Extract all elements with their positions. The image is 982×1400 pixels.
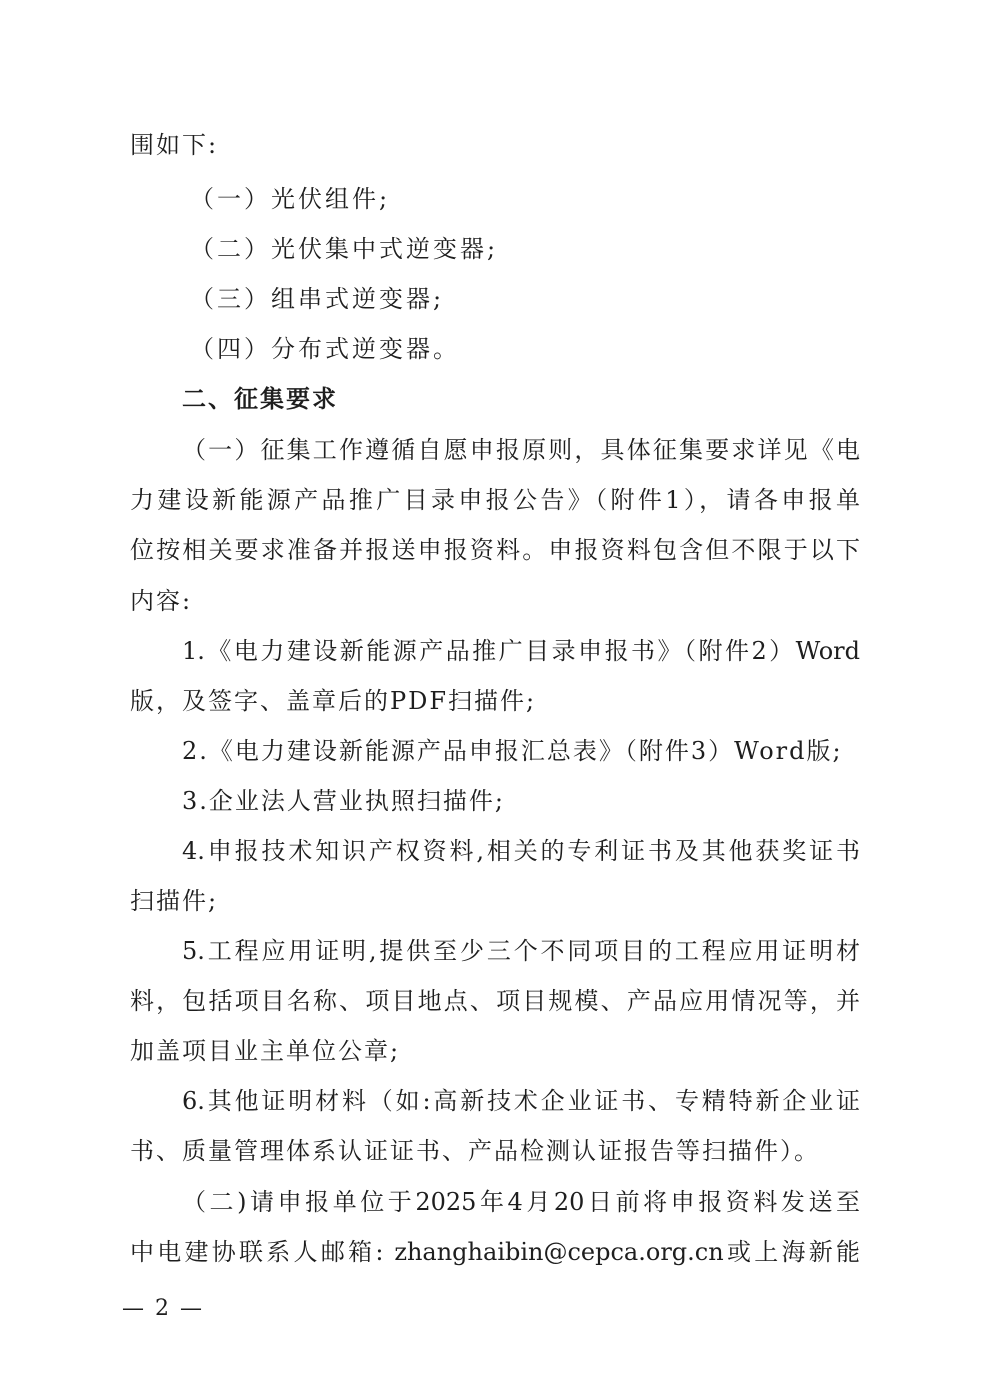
- list-item-continuation: 书、质量管理体系认证证书、产品检测认证报告等扫描件）。: [130, 1137, 820, 1165]
- list-item-continuation: 扫描件;: [130, 887, 219, 915]
- list-item-continuation: 料，包括项目名称、项目地点、项目规模、产品应用情况等，并: [130, 987, 860, 1015]
- list-item: （一）光伏组件;: [190, 185, 391, 213]
- list-item-continuation: 版，及签字、盖章后的PDF扫描件;: [130, 687, 537, 715]
- paragraph-line: 内容:: [130, 587, 193, 615]
- paragraph-line: 中电建协联系人邮箱: zhanghaibin@cepca.org.cn或上海新能: [130, 1238, 860, 1266]
- paragraph-line: （一）征集工作遵循自愿申报原则，具体征集要求详见《电: [182, 436, 860, 464]
- list-item: 1.《电力建设新能源产品推广目录申报书》（附件2）Word: [182, 637, 860, 665]
- list-item: （三）组串式逆变器;: [190, 285, 445, 313]
- paragraph-line: 围如下:: [130, 131, 219, 159]
- list-item: 6.其他证明材料（如:高新技术企业证书、专精特新企业证: [182, 1087, 860, 1115]
- list-item-continuation: 加盖项目业主单位公章;: [130, 1037, 401, 1065]
- page-number: — 2 —: [122, 1296, 204, 1321]
- section-heading: 二、征集要求: [182, 385, 338, 413]
- list-item: （四）分布式逆变器。: [190, 335, 460, 363]
- list-item: （二）光伏集中式逆变器;: [190, 235, 499, 263]
- list-item: 5.工程应用证明,提供至少三个不同项目的工程应用证明材: [182, 937, 860, 965]
- paragraph-line: 力建设新能源产品推广目录申报公告》（附件1），请各申报单: [130, 486, 860, 514]
- list-item: 2.《电力建设新能源产品申报汇总表》（附件3）Word版;: [182, 737, 843, 765]
- paragraph-line: 位按相关要求准备并报送申报资料。申报资料包含但不限于以下: [130, 536, 860, 564]
- list-item: 4.申报技术知识产权资料,相关的专利证书及其他获奖证书: [182, 837, 860, 865]
- paragraph-line: （二)请申报单位于2025年4月20日前将申报资料发送至: [182, 1188, 860, 1216]
- list-item: 3.企业法人营业执照扫描件;: [182, 787, 505, 815]
